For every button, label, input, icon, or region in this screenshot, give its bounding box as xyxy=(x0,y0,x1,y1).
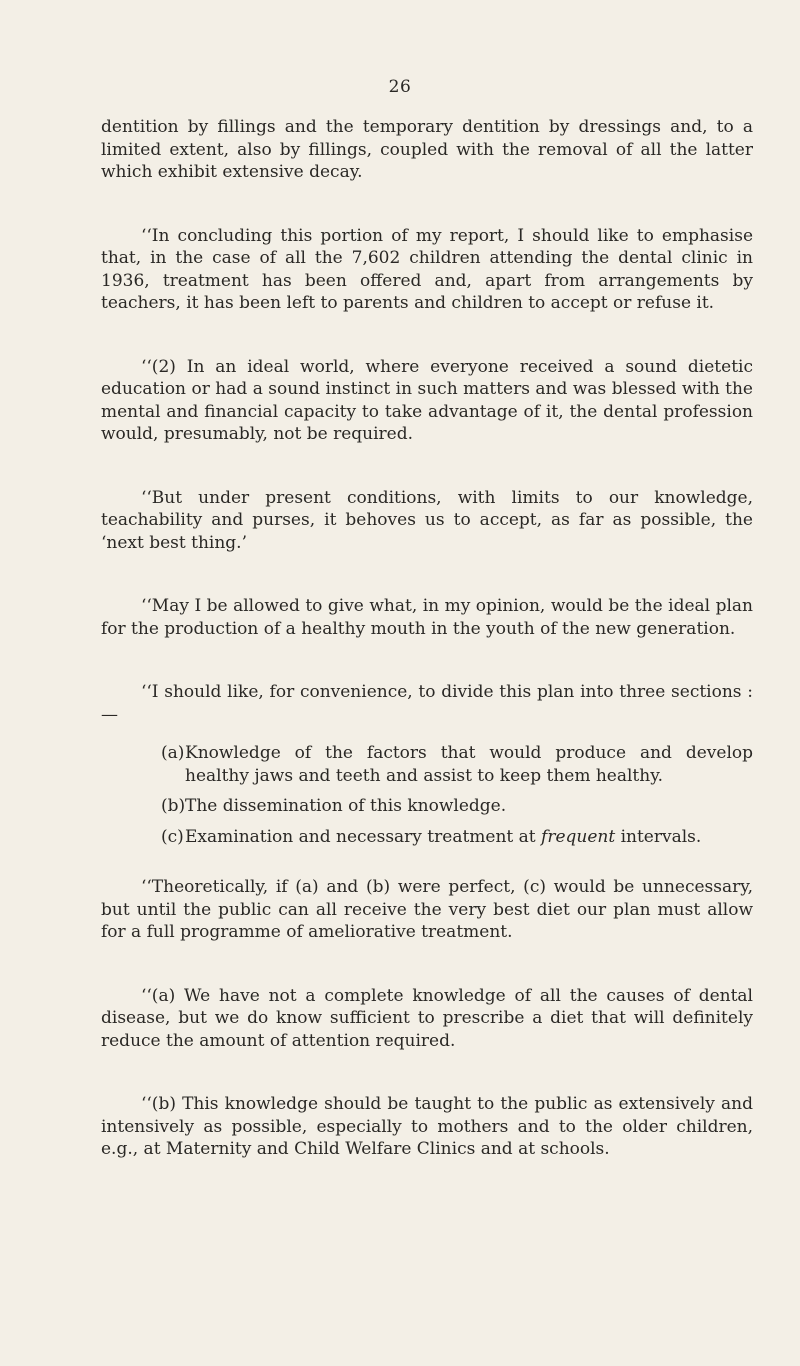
list-item-text: The dissemination of this knowledge. xyxy=(185,796,507,816)
paragraph-ideal-plan: ‘‘May I be allowed to give what, in my opinion, would be the ideal plan for the production of a healthy mouth in the youth of the new generation. xyxy=(101,596,753,639)
paragraph-ideal-world: ‘‘(2) In an ideal world, where everyone received a sound dietetic education or had a sound instinct in such matters and was blessed with the mental and financial capacity to take advantage of it, the dental profession would, presumably, not be required. xyxy=(101,356,753,444)
paragraph-dentition: dentition by fillings and the temporary dentition by dressings and, to a limited extent, also by fillings, coupled with the removal of all the latter which exhibit extensive decay. xyxy=(101,117,753,182)
paragraph-point-b: ‘‘(b) This knowledge should be taught to the public as extensively and intensively as possible, especially to mothers and to the older children, e.g., at Maternity and Child Welfare Clinics and at schools. xyxy=(101,1094,753,1159)
list-item-c xyxy=(101,826,753,849)
paragraph-theoretically: ‘‘Theoretically, if (a) and (b) were perfect, (c) would be unnecessary, but until the public can all receive the very best diet our plan must allow for a full programme of ameliorative treatment. xyxy=(101,877,753,942)
paragraph-present-conditions: ‘‘But under present conditions, with limits to our knowledge, teachability and purses, it behoves us to accept, as far as possible, the ‘next best thing.’ xyxy=(101,487,753,553)
page-number: 26 xyxy=(388,77,412,97)
list-item-b xyxy=(101,795,753,818)
list-item-text: Examination and necessary treatment at xyxy=(185,826,542,847)
list-item-emphasis: frequent xyxy=(541,826,616,847)
list-marker: (c) xyxy=(161,826,184,847)
page-body xyxy=(101,116,753,1202)
paragraph-point-a: ‘‘(a) We have not a complete knowledge of all the causes of dental disease, but we do know sufficient to prescribe a diet that will definitely reduce the amount of attention required. xyxy=(101,985,753,1051)
list-item-a xyxy=(101,742,753,787)
list-marker: (a) xyxy=(161,743,185,763)
list-item-text: Knowledge of the factors that would produce and develop healthy jaws and teeth and assist to keep them healthy. xyxy=(185,743,753,786)
paragraph-concluding: ‘‘In concluding this portion of my report, I should like to emphasise that, in the case of all the 7,602 children attending the dental clinic in 1936, treatment has been offered and, apart from arrangements by teachers, it has been left to parents and children to accept or refuse it. xyxy=(101,225,753,313)
list-item-tail: intervals. xyxy=(615,826,702,847)
list-marker: (b) xyxy=(161,796,186,816)
paragraph-three-sections: ‘‘I should like, for convenience, to divide this plan into three sections :— xyxy=(101,682,753,725)
plan-sections-list xyxy=(101,742,753,848)
